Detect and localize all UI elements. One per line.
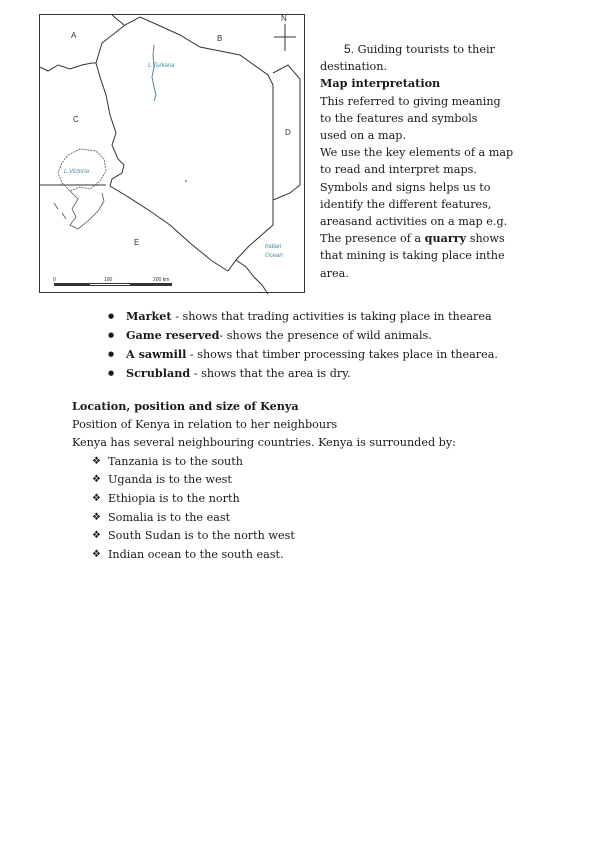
region-a-label: A <box>71 31 77 40</box>
scale-tick-200: 200 km <box>153 277 170 283</box>
feature-term: Game reserved <box>126 328 220 342</box>
feature-term: Scrubland <box>126 366 191 380</box>
region-e-label: E <box>134 238 140 247</box>
feature-term: Market <box>126 309 172 323</box>
scale-tick-0: 0 <box>53 277 56 283</box>
list-item <box>108 326 578 345</box>
list-item <box>108 345 578 364</box>
feature-desc: - shows that timber processing takes place in thearea. <box>186 348 498 361</box>
feature-desc: - shows the presence of wild animals. <box>219 329 432 342</box>
ocean-label-2: Ocean <box>265 253 283 259</box>
feature-term: A sawmill <box>126 347 187 361</box>
kenya-map <box>39 14 305 293</box>
para-quarry <box>320 230 505 282</box>
list-item: ❖ Somalia is to the east <box>92 509 572 528</box>
scale-tick-100: 100 <box>104 277 113 283</box>
quarry-before: The presence of a <box>320 232 425 246</box>
para-key-elements: We use the key elements of a map to read and interpret maps. Symbols and signs helps us to identify the different features, areasand activities on a map e.g. <box>320 146 514 229</box>
para-meaning: This referred to giving meaning to the features and symbols used on a map. <box>320 94 501 143</box>
lake-victoria-label: L.Victoria <box>64 169 89 175</box>
right-column <box>320 41 560 282</box>
list-item: ❖ Ethiopia is to the north <box>92 490 572 509</box>
list-item: ❖ Uganda is to the west <box>92 471 572 490</box>
list-item: ❖ Indian ocean to the south east. <box>92 546 572 565</box>
list-item: ❖ South Sudan is to the north west <box>92 527 572 546</box>
lake-turkana <box>152 45 156 101</box>
lake-victoria-islands <box>54 203 66 219</box>
item-5-number: 5. <box>344 42 355 56</box>
map-dot <box>185 180 187 182</box>
border-a-b <box>112 15 124 25</box>
feature-desc: - shows that the area is dry. <box>190 367 351 380</box>
kenya-border <box>96 17 273 271</box>
location-line-2: Kenya has several neighbouring countries. Kenya is surrounded by: <box>72 436 456 449</box>
feature-desc: - shows that trading activities is taking place in thearea <box>171 310 492 323</box>
quarry-after: shows that mining is taking place inthe area. <box>320 232 505 280</box>
ocean-label-1: Indian <box>265 244 282 250</box>
location-heading: Location, position and size of Kenya <box>72 399 299 413</box>
list-item <box>108 364 578 383</box>
region-b-label: B <box>217 34 223 43</box>
list-item <box>108 307 578 326</box>
item-5 <box>320 41 560 75</box>
quarry-term: quarry <box>424 231 467 246</box>
list-item: ❖ Tanzania is to the south <box>92 453 572 472</box>
region-d-label: D <box>285 128 291 137</box>
scale-bar-gap <box>90 284 130 285</box>
location-line-1: Position of Kenya in relation to her neighbours <box>72 417 338 431</box>
map-interpretation-heading: Map interpretation <box>320 76 441 91</box>
coastline <box>236 260 268 294</box>
north-label: N <box>281 15 287 23</box>
location-section <box>72 397 572 565</box>
lake-turkana-label: L.Turkana <box>148 63 175 69</box>
item-5-text: Guiding tourists to their destination. <box>320 43 495 74</box>
neighbour-list <box>72 453 572 565</box>
border-west-north <box>40 63 96 71</box>
lake-victoria-shore <box>70 191 104 229</box>
kenya-map-drawing <box>40 15 306 294</box>
region-c-label: C <box>73 115 79 124</box>
feature-list <box>108 307 578 383</box>
